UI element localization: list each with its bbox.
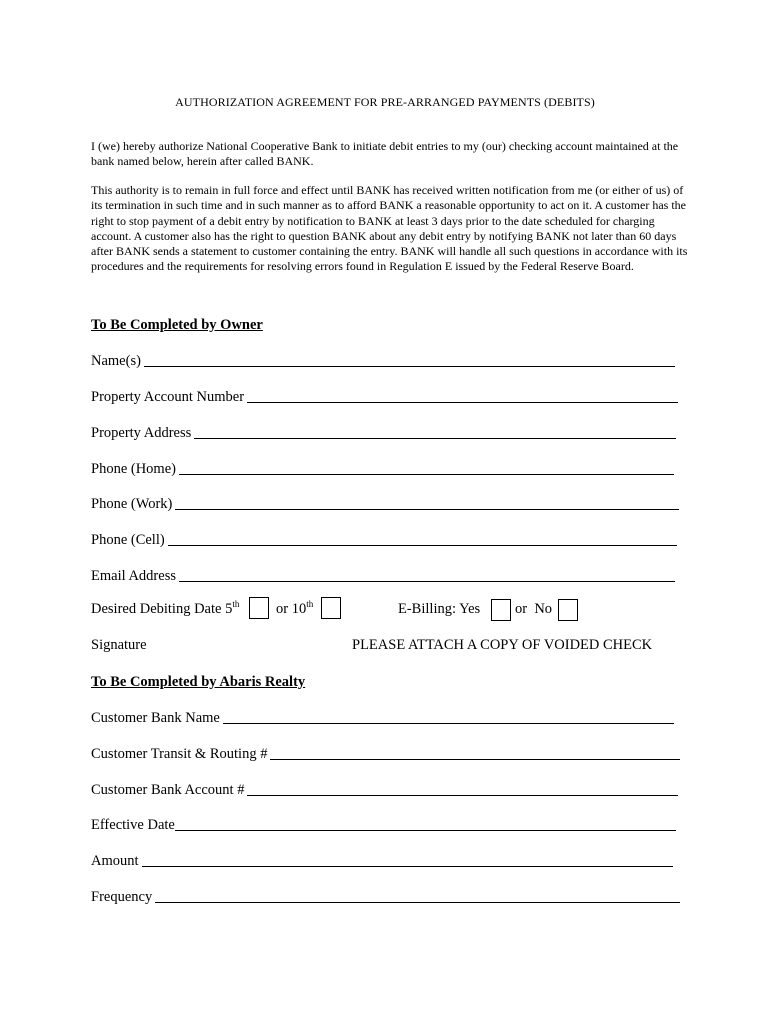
transit-routing-label: Customer Transit & Routing #: [91, 746, 268, 762]
document-title: AUTHORIZATION AGREEMENT FOR PRE-ARRANGED PAYMENTS (DEBITS): [175, 95, 595, 109]
phone-work-label: Phone (Work): [91, 496, 173, 512]
ebilling-yes-checkbox[interactable]: [491, 599, 511, 621]
signature-label: Signature: [91, 637, 147, 653]
debiting-date-row: [91, 596, 691, 622]
property-address-line[interactable]: [194, 438, 676, 439]
ebilling-no-checkbox[interactable]: [558, 599, 578, 621]
phone-home-line[interactable]: [179, 474, 674, 475]
owner-section-heading: To Be Completed by Owner: [91, 317, 263, 333]
customer-bank-name-label: Customer Bank Name: [91, 710, 220, 726]
names-line[interactable]: [144, 366, 675, 367]
phone-work-field[interactable]: [91, 493, 679, 513]
debiting-date-or-label: or 10th: [276, 599, 314, 617]
email-address-label: Email Address: [91, 568, 176, 584]
bank-account-label: Customer Bank Account #: [91, 782, 245, 798]
phone-home-label: Phone (Home): [91, 461, 176, 477]
amount-field[interactable]: [91, 850, 673, 870]
ebilling-no-label: or No: [515, 601, 553, 617]
terms-paragraph: This authority is to remain in full force and effect until BANK has received written notification from me (or either of us) of its termination in such time and in such manner as to afford BANK a reasonable opportunity to act on it. A customer has the right to stop payment of a debit entry by notification to BANK at least 3 days prior to the date scheduled for charging account. A customer also has the right to question BANK about any debit entry by notifying BANK not later than 60 days after BANK sends a statement to customer containing the entry. BANK will handle all such questions in accordance with its procedures and the requirements for resolving errors found in Regulation E issued by the Federal Reserve Board.: [91, 183, 688, 274]
attach-check-note: PLEASE ATTACH A COPY OF VOIDED CHECK: [352, 637, 653, 653]
bank-account-field[interactable]: [91, 779, 678, 799]
ebilling-label: E-Billing: Yes: [398, 601, 481, 617]
phone-work-line[interactable]: [175, 509, 679, 510]
debit-date-10th-checkbox[interactable]: [321, 597, 341, 619]
frequency-field[interactable]: [91, 886, 680, 906]
property-address-label: Property Address: [91, 425, 192, 441]
effective-date-label: Effective Date: [91, 817, 175, 833]
frequency-line[interactable]: [155, 902, 680, 903]
phone-cell-line[interactable]: [168, 545, 677, 546]
debit-date-5th-checkbox[interactable]: [249, 597, 269, 619]
customer-bank-name-line[interactable]: [223, 723, 674, 724]
amount-label: Amount: [91, 853, 139, 869]
effective-date-field[interactable]: [91, 814, 676, 834]
amount-line[interactable]: [142, 866, 673, 867]
names-field[interactable]: [91, 350, 675, 370]
email-address-line[interactable]: [179, 581, 675, 582]
property-account-number-field[interactable]: [91, 386, 678, 406]
phone-cell-field[interactable]: [91, 529, 677, 549]
customer-bank-name-field[interactable]: [91, 707, 674, 727]
phone-home-field[interactable]: [91, 458, 674, 478]
property-account-number-label: Property Account Number: [91, 389, 245, 405]
realty-section-heading: To Be Completed by Abaris Realty: [91, 674, 306, 690]
email-address-field[interactable]: [91, 565, 675, 585]
property-account-number-line[interactable]: [247, 402, 678, 403]
transit-routing-field[interactable]: [91, 743, 680, 763]
bank-account-line[interactable]: [247, 795, 678, 796]
phone-cell-label: Phone (Cell): [91, 532, 165, 548]
frequency-label: Frequency: [91, 889, 153, 905]
names-label: Name(s): [91, 353, 141, 369]
authorization-paragraph: I (we) hereby authorize National Cooperative Bank to initiate debit entries to my (our) checking account maintained at the bank named below, herein after called BANK.: [91, 139, 679, 169]
property-address-field[interactable]: [91, 422, 676, 442]
transit-routing-line[interactable]: [270, 759, 680, 760]
debiting-date-label: Desired Debiting Date 5th: [91, 599, 240, 617]
effective-date-line[interactable]: [175, 830, 676, 831]
